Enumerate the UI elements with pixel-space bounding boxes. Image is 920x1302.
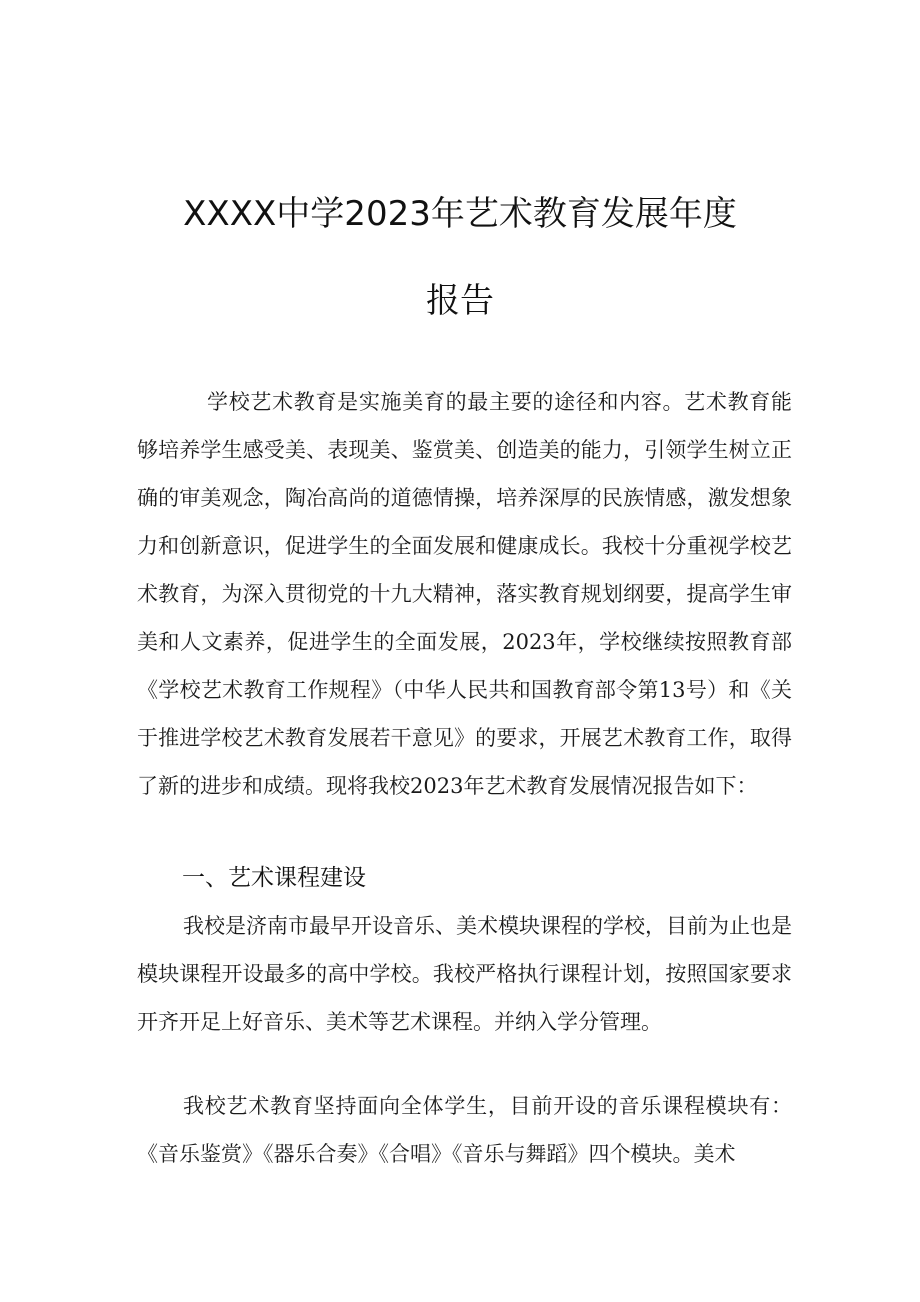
document-title-line-2: 报告: [426, 281, 494, 321]
music-modules-paragraph: 我校艺术教育坚持面向全体学生，目前开设的音乐课程模块有：《音乐鉴赏》《器乐合奏》《合唱》《音乐与舞蹈》四个模块。美术: [137, 1094, 792, 1166]
curriculum-paragraph: 我校是济南市最早开设音乐、美术模块课程的学校，目前为止也是模块课程开设最多的高中学校。我校严格执行课程计划，按照国家要求开齐开足上好音乐、美术等艺术课程。并纳入学分管理。: [137, 914, 792, 1034]
document-title-line-1: XXXX中学2023年艺术教育发展年度: [183, 194, 737, 234]
section-heading-art-curriculum: 一、艺术课程建设: [182, 865, 366, 891]
intro-paragraph: 学校艺术教育是实施美育的最主要的途径和内容。艺术教育能够培养学生感受美、表现美、鉴赏美、创造美的能力，引领学生树立正确的审美观念，陶冶高尚的道德情操，培养深厚的民族情感，激发想象力和创新意识，促进学生的全面发展和健康成长。我校十分重视学校艺术教育，为深入贯彻党的十九大精神，落实教育规划纲要，提高学生审美和人文素养，促进学生的全面发展，2023年，学校继续按照教育部《学校艺术教育工作规程》（中华人民共和国教育部令第13号）和《关于推进学校艺术教育发展若干意见》的要求，开展艺术教育工作，取得了新的进步和成绩。现将我校2023年艺术教育发展情况报告如下：: [137, 390, 792, 798]
